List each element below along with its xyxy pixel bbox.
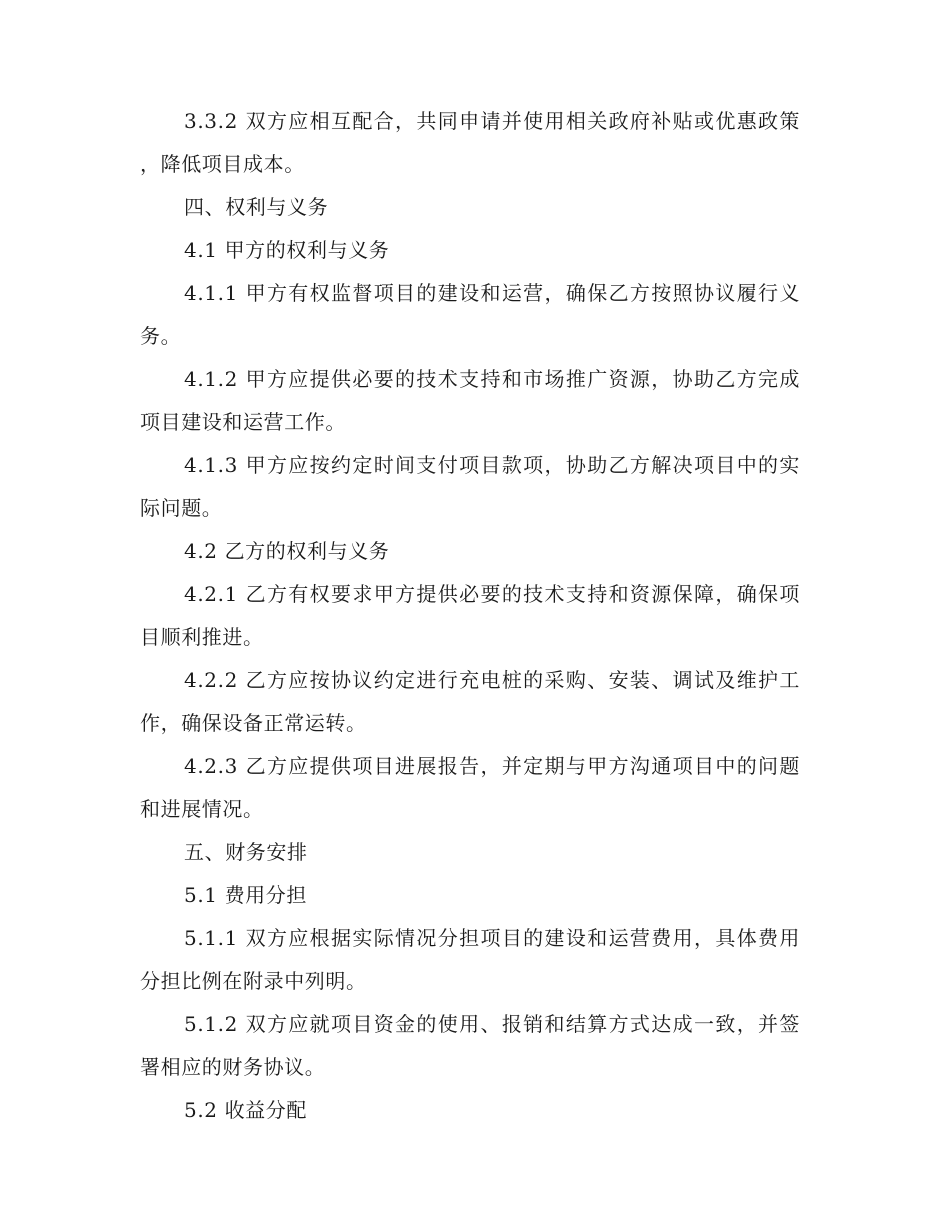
paragraph-4-1-1: 4.1.1 甲方有权监督项目的建设和运营，确保乙方按照协议履行义务。 xyxy=(140,281,800,348)
subsection-heading-4-2: 4.2 乙方的权利与义务 xyxy=(184,539,390,563)
subsection-heading-5-2: 5.2 收益分配 xyxy=(184,1098,307,1122)
paragraph-5-1-1: 5.1.1 双方应根据实际情况分担项目的建设和运营费用，具体费用分担比例在附录中列明。 xyxy=(140,926,800,993)
paragraph-4-2-3: 4.2.3 乙方应提供项目进展报告，并定期与甲方沟通项目中的问题和进展情况。 xyxy=(140,754,800,821)
paragraph-4-2-2: 4.2.2 乙方应按协议约定进行充电桩的采购、安装、调试及维护工作，确保设备正常运转。 xyxy=(140,668,800,735)
paragraph-3-3-2: 3.3.2 双方应相互配合，共同申请并使用相关政府补贴或优惠政策，降低项目成本。 xyxy=(140,109,800,176)
section-heading-rights-obligations: 四、权利与义务 xyxy=(184,195,329,219)
subsection-heading-4-1: 4.1 甲方的权利与义务 xyxy=(184,238,390,262)
document-body xyxy=(140,100,800,1132)
section-heading-financial-arrangements: 五、财务安排 xyxy=(184,840,308,864)
paragraph-4-2-1: 4.2.1 乙方有权要求甲方提供必要的技术支持和资源保障，确保项目顺利推进。 xyxy=(140,582,800,649)
subsection-heading-5-1: 5.1 费用分担 xyxy=(184,883,307,907)
paragraph-4-1-2: 4.1.2 甲方应提供必要的技术支持和市场推广资源，协助乙方完成项目建设和运营工作。 xyxy=(140,367,800,434)
paragraph-5-1-2: 5.1.2 双方应就项目资金的使用、报销和结算方式达成一致，并签署相应的财务协议。 xyxy=(140,1012,800,1079)
paragraph-4-1-3: 4.1.3 甲方应按约定时间支付项目款项，协助乙方解决项目中的实际问题。 xyxy=(140,453,800,520)
